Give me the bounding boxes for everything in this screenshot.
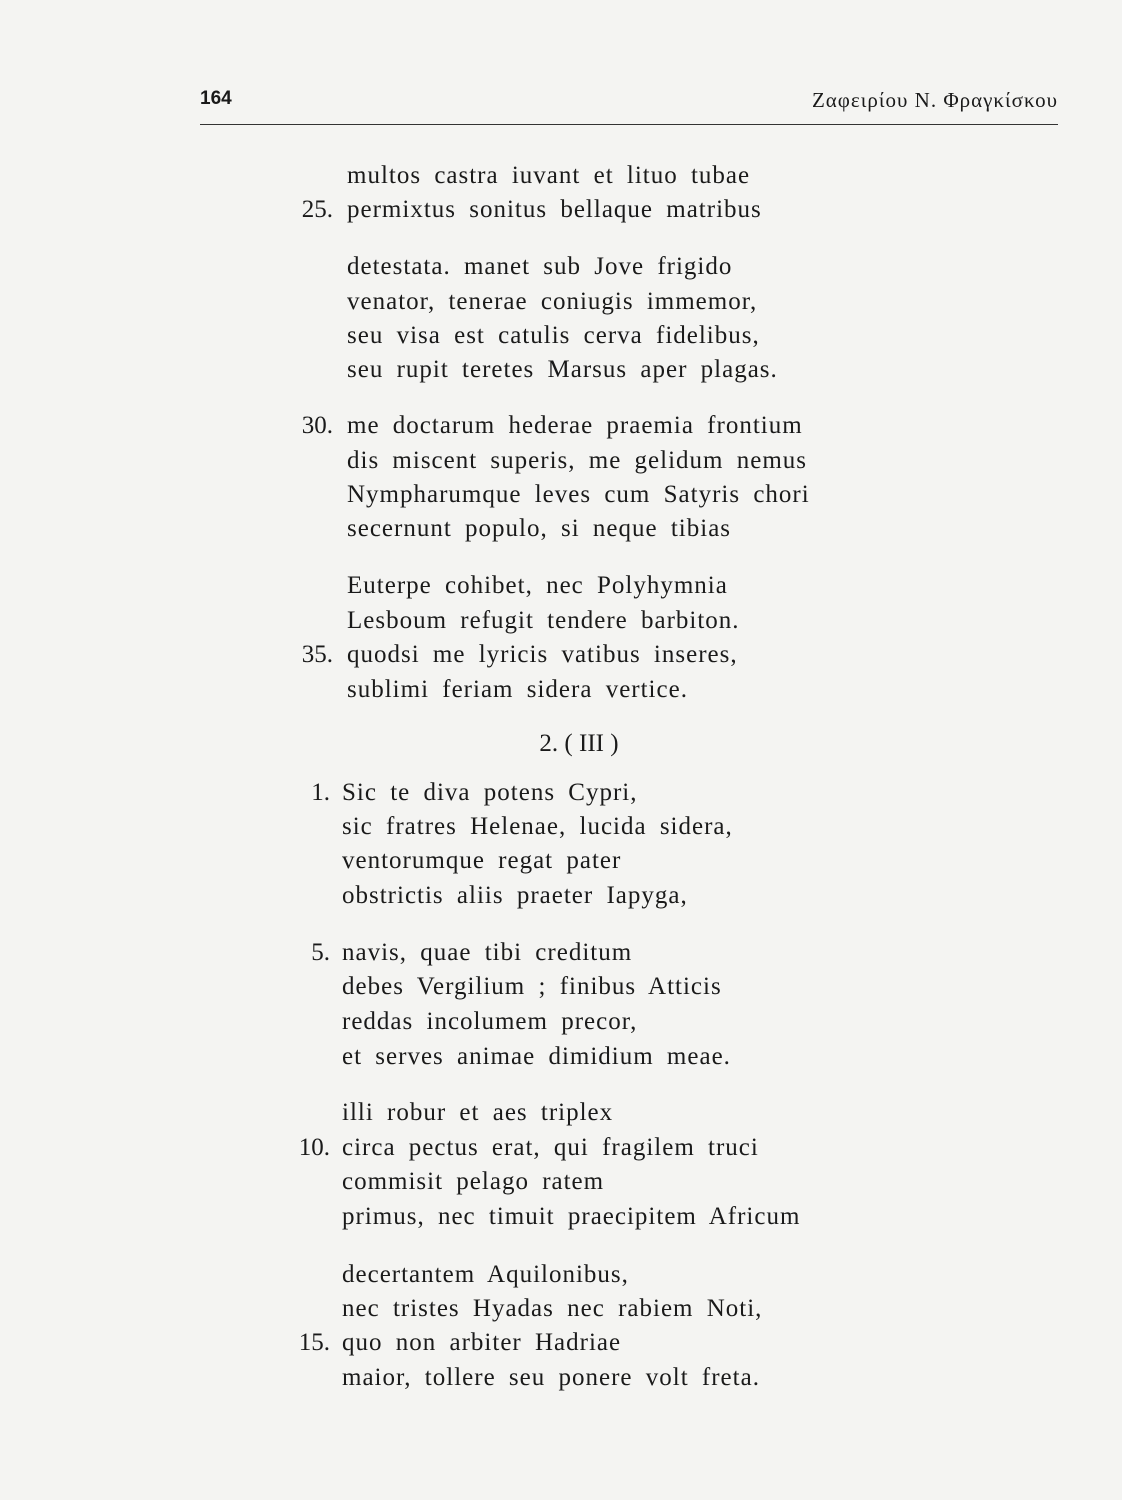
verse-line	[0, 568, 1122, 604]
verse-line	[0, 809, 1122, 845]
verse-text: me doctarum hederae praemia frontium	[347, 412, 803, 439]
verse-line	[0, 1291, 1122, 1327]
verse-text: sic fratres Helenae, lucida sidera,	[342, 813, 733, 840]
verse-text: venator, tenerae coniugis immemor,	[347, 288, 758, 315]
verse-line	[0, 443, 1122, 479]
section-heading: 2. ( III )	[539, 730, 619, 757]
verse-text: reddas incolumem precor,	[342, 1008, 638, 1035]
page-header	[200, 88, 1058, 122]
verse-text: quo non arbiter Hadriae	[342, 1329, 622, 1356]
verse-text: primus, nec timuit praecipitem Africum	[342, 1203, 801, 1230]
verse-text: dis miscent superis, me gelidum nemus	[347, 447, 808, 474]
verse-text: multos castra iuvant et lituo tubae	[347, 162, 751, 189]
verse-text: quodsi me lyricis vatibus inseres,	[347, 641, 738, 668]
verse-line	[0, 1360, 1122, 1396]
line-number: 10.	[298, 1134, 330, 1161]
verse-line	[0, 1004, 1122, 1040]
verse-line	[0, 1257, 1122, 1293]
verse-line	[0, 408, 1122, 444]
verse-line	[0, 672, 1122, 708]
running-head: Ζαφειρίου Ν. Φραγκίσκου	[811, 88, 1058, 112]
verse-text: Euterpe cohibet, nec Polyhymnia	[347, 572, 728, 599]
verse-line	[0, 843, 1122, 879]
verse-text: navis, quae tibi creditum	[342, 939, 633, 966]
verse-text: secernunt populo, si neque tibias	[347, 515, 732, 542]
verse-text: Nympharumque leves cum Satyris chori	[347, 481, 810, 508]
verse-line	[0, 511, 1122, 547]
verse-line	[0, 1039, 1122, 1075]
verse-line	[0, 284, 1122, 320]
verse-line	[0, 477, 1122, 513]
line-number: 15.	[298, 1329, 330, 1356]
verse-text: debes Vergilium ; finibus Atticis	[342, 973, 722, 1000]
verse-text: decertantem Aquilonibus,	[342, 1261, 629, 1288]
verse-text: obstrictis aliis praeter Iapyga,	[342, 882, 688, 909]
verse-line	[0, 1130, 1122, 1166]
line-number: 1.	[311, 779, 330, 806]
verse-line	[0, 878, 1122, 914]
verse-text: et serves animae dimidium meae.	[342, 1043, 731, 1070]
verse-text: seu visa est catulis cerva fidelibus,	[347, 322, 760, 349]
verse-line	[0, 603, 1122, 639]
verse-text: nec tristes Hyadas nec rabiem Noti,	[342, 1295, 763, 1322]
verse-text: commisit pelago ratem	[342, 1168, 605, 1195]
verse-text: ventorumque regat pater	[342, 847, 622, 874]
line-number: 25.	[301, 196, 333, 223]
verse-line	[0, 775, 1122, 811]
verse-line	[0, 637, 1122, 673]
verse-line	[0, 1164, 1122, 1200]
verse-line	[0, 1199, 1122, 1235]
verse-text: seu rupit teretes Marsus aper plagas.	[347, 356, 778, 383]
verse-line	[0, 1325, 1122, 1361]
line-number: 30.	[301, 412, 333, 439]
verse-line	[0, 352, 1122, 388]
verse-text: sublimi feriam sidera vertice.	[347, 676, 688, 703]
verse-line	[0, 318, 1122, 354]
verse-text: maior, tollere seu ponere volt freta.	[342, 1364, 760, 1391]
header-rule	[200, 124, 1058, 125]
verse-line	[0, 249, 1122, 285]
verse-line	[0, 1095, 1122, 1131]
verse-line	[0, 158, 1122, 194]
verse-text: Sic te diva potens Cypri,	[342, 779, 638, 806]
line-number: 5.	[311, 939, 330, 966]
verse-line	[0, 935, 1122, 971]
verse-line	[0, 192, 1122, 228]
verse-text: detestata. manet sub Jove frigido	[347, 253, 733, 280]
verse-text: permixtus sonitus bellaque matribus	[347, 196, 762, 223]
page-number: 164	[200, 88, 232, 109]
line-number: 35.	[301, 641, 333, 668]
verse-line	[0, 969, 1122, 1005]
verse-text: circa pectus erat, qui fragilem truci	[342, 1134, 759, 1161]
verse-text: illi robur et aes triplex	[342, 1099, 614, 1126]
verse-text: Lesboum refugit tendere barbiton.	[347, 607, 740, 634]
